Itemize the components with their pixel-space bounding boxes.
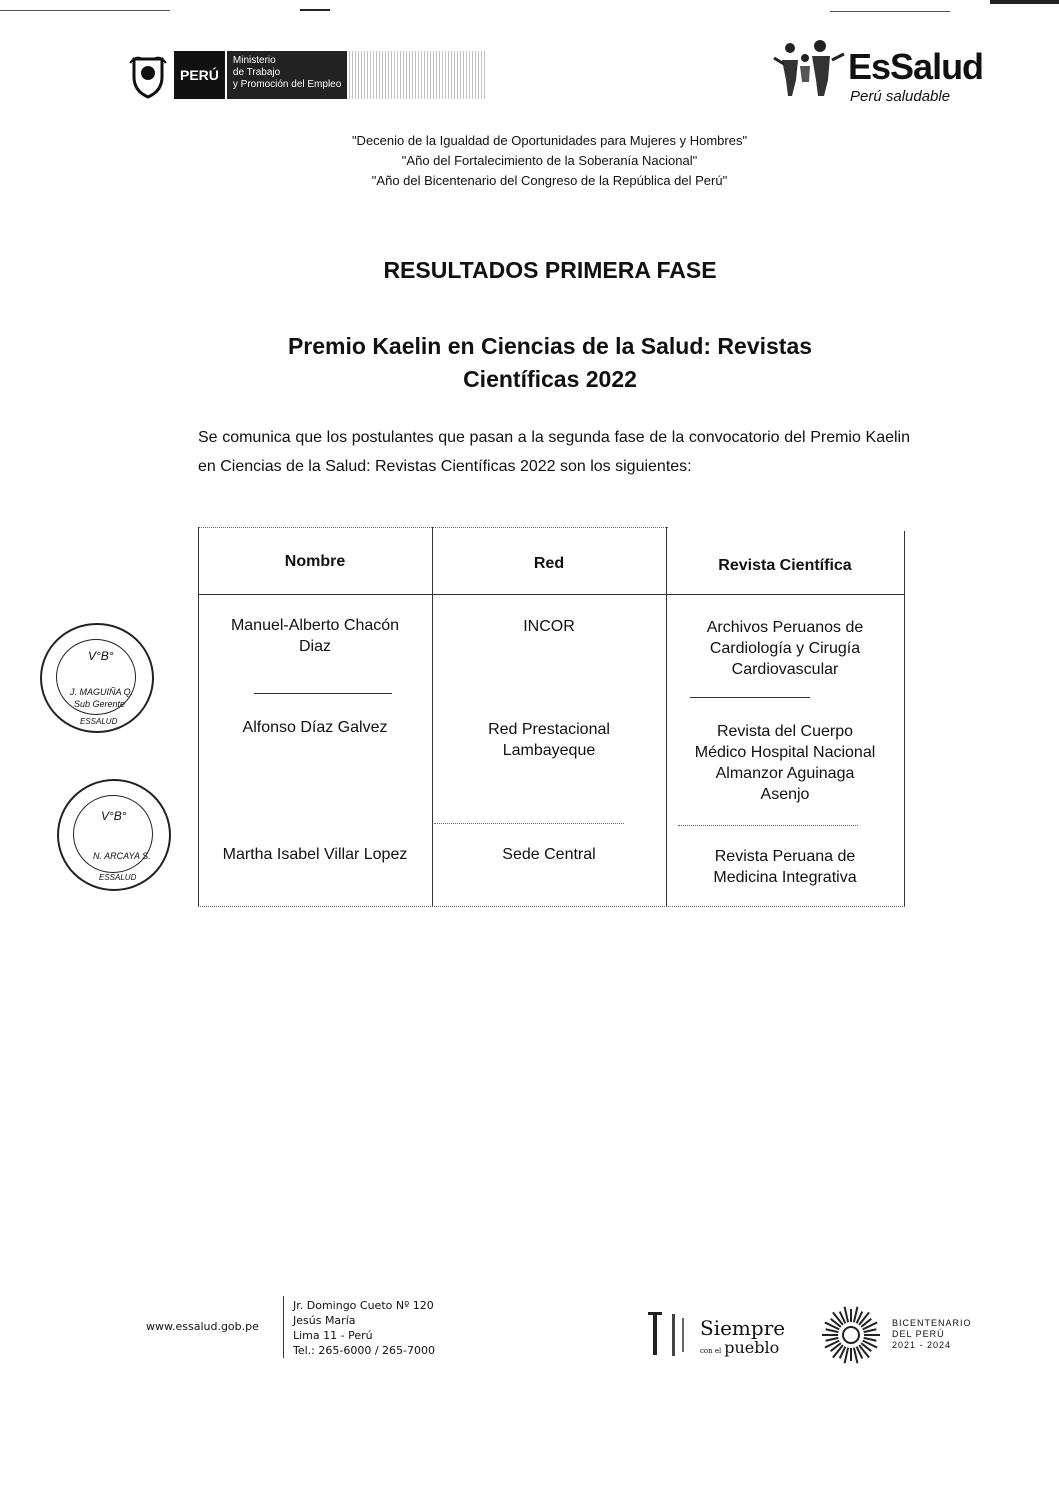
cell-line: Asenjo — [760, 786, 810, 803]
table-cell-nombre — [198, 717, 432, 738]
table-cell-red — [432, 616, 666, 637]
sun-ray — [854, 1307, 858, 1323]
cell-line: Red Prestacional — [488, 721, 610, 738]
table-cell-revista — [666, 846, 904, 888]
family-figures-icon — [772, 40, 848, 100]
table-cell-nombre — [198, 844, 432, 865]
government-logo — [128, 50, 487, 100]
scan-artifact-line — [990, 0, 1059, 4]
coat-of-arms-icon — [128, 51, 168, 99]
cell-line: Almanzor Aguinaga — [715, 765, 855, 782]
table-cell-red — [432, 844, 666, 865]
seal-vb: V°B° — [101, 809, 127, 823]
motto-line: "Año del Bicentenario del Congreso de la República del Perú" — [371, 173, 728, 188]
website-link[interactable]: www.essalud.gob.pe — [146, 1320, 259, 1333]
table-cell-nombre — [198, 615, 432, 657]
bicentenario-text — [892, 1318, 972, 1351]
subtitle-line: Científicas 2022 — [463, 366, 637, 392]
seal-vb: V°B° — [88, 649, 114, 663]
results-table — [198, 527, 905, 907]
cell-line: Revista del Cuerpo — [716, 723, 854, 740]
columns-icon — [646, 1308, 692, 1360]
table-cell-red — [432, 719, 666, 761]
sun-ray — [864, 1329, 877, 1332]
table-border — [198, 906, 905, 907]
cell-line: Revista Peruana de — [714, 848, 856, 865]
essalud-logo — [772, 40, 982, 110]
seal-ring — [73, 795, 153, 873]
ministry-name — [225, 51, 347, 99]
footer-divider — [283, 1296, 284, 1358]
seal-org: ESSALUD — [99, 873, 137, 882]
cell-line: Martha Isabel Villar Lopez — [222, 846, 408, 863]
con-el-text: con el — [700, 1347, 722, 1355]
country-label: PERÚ — [174, 51, 225, 99]
address-line: Lima 11 - Perú — [293, 1329, 373, 1342]
table-border — [690, 697, 810, 698]
sun-ray — [826, 1338, 839, 1341]
sun-ray — [845, 1348, 849, 1364]
motto-line: "Decenio de la Igualdad de Oportunidades para Mujeres y Hombres" — [351, 133, 748, 148]
table-cell-revista — [666, 617, 904, 680]
subtitle-line: Premio Kaelin en Ciencias de la Salud: Revistas — [287, 333, 813, 359]
cell-line: INCOR — [523, 618, 575, 635]
ministry-line: de Trabajo — [232, 67, 281, 78]
table-cell-revista — [666, 721, 904, 805]
column-header-nombre: Nombre — [284, 553, 346, 570]
official-year-mottos — [0, 131, 1059, 191]
scan-noise — [349, 51, 487, 99]
sun-ray — [864, 1338, 877, 1341]
cell-line: Medicina Integrativa — [713, 869, 857, 886]
cell-line: Diaz — [298, 638, 331, 655]
sun-ray — [845, 1307, 849, 1323]
document-subtitle — [0, 330, 1059, 396]
bicentenario-sun-icon — [818, 1304, 884, 1366]
cell-line: Lambayeque — [502, 742, 596, 759]
document-title: RESULTADOS PRIMERA FASE — [383, 257, 717, 283]
bicentenario-line: DEL PERÚ — [892, 1329, 945, 1339]
cell-line: Alfonso Díaz Galvez — [242, 719, 388, 736]
table-border — [904, 531, 905, 907]
address-line: Jesús María — [293, 1314, 356, 1327]
ministry-line: y Promoción del Empleo — [232, 79, 342, 90]
siempre-text: Siempre — [700, 1316, 786, 1340]
table-border — [198, 594, 905, 595]
essalud-name: EsSalud — [848, 46, 984, 87]
cell-line: Cardiovascular — [731, 661, 839, 678]
cell-line: Archivos Peruanos de — [706, 619, 864, 636]
bicentenario-line: BICENTENARIO — [892, 1318, 972, 1328]
footer-address — [293, 1298, 435, 1358]
scan-artifact-line — [0, 10, 170, 11]
pueblo-text: pueblo — [724, 1338, 780, 1357]
cell-line: Sede Central — [502, 846, 596, 863]
seal-org: ESSALUD — [80, 717, 118, 726]
sun-ray — [854, 1348, 858, 1364]
essalud-tagline: Perú saludable — [850, 88, 951, 105]
scan-artifact-line — [300, 9, 330, 11]
bicentenario-line: 2021 - 2024 — [892, 1340, 952, 1350]
seal-name: N. ARCAYA S. — [93, 851, 151, 861]
table-border — [678, 825, 858, 826]
table-border — [434, 823, 624, 824]
seal-name: J. MAGUIÑA Q. — [70, 687, 134, 697]
approval-seal — [57, 779, 171, 891]
address-line: Jr. Domingo Cueto Nº 120 — [293, 1299, 434, 1312]
ministry-line: Ministerio — [232, 55, 276, 66]
sun-ray — [826, 1329, 839, 1332]
table-border — [198, 527, 668, 528]
seal-role: Sub Gerente — [74, 699, 126, 709]
con-el-pueblo-text — [700, 1338, 779, 1357]
cell-line: Cardiología y Cirugía — [709, 640, 861, 657]
motto-line: "Año del Fortalecimiento de la Soberanía Nacional" — [401, 153, 698, 168]
scan-artifact-line — [830, 11, 950, 12]
table-border — [254, 693, 392, 694]
approval-seal — [40, 623, 154, 733]
intro-paragraph: Se comunica que los postulantes que pasan a la segunda fase de la convocatorio del Premio Kaelin en Ciencias de la Salud: Revistas Científicas 2022 son los siguientes: — [198, 429, 910, 475]
column-header-red: Red — [533, 555, 565, 572]
cell-line: Manuel-Alberto Chacón — [230, 617, 400, 634]
address-line: Tel.: 265-6000 / 265-7000 — [293, 1344, 435, 1357]
column-header-revista: Revista Científica — [718, 557, 852, 574]
cell-line: Médico Hospital Nacional — [694, 744, 876, 761]
